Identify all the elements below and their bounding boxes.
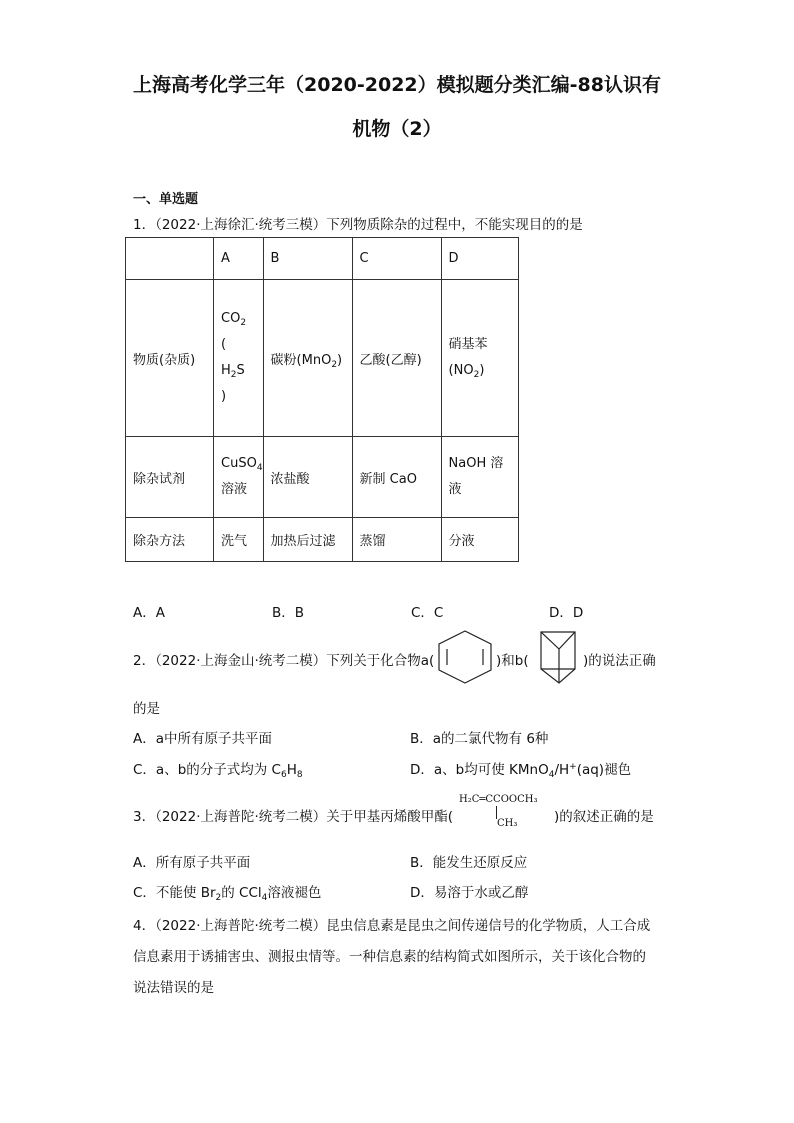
table-header-a: A <box>214 238 264 280</box>
q1-option-c: C．C <box>411 605 444 621</box>
q2-stem-post: )的说法正确 <box>583 653 656 669</box>
q2-option-a: A．a中所有原子共平面 <box>133 731 273 747</box>
cell-a-method: 洗气 <box>214 518 264 562</box>
q1-table <box>125 237 519 562</box>
cell-d-method: 分液 <box>441 518 518 562</box>
compound-a-structure <box>433 628 497 686</box>
cell-b-substance: 碳粉(MnO$_2$) <box>263 280 352 437</box>
cell-b-method: 加热后过滤 <box>263 518 352 562</box>
q3-option-b: B．能发生还原反应 <box>410 855 528 871</box>
cell-c-method: 蒸馏 <box>352 518 441 562</box>
q1-option-d: D．D <box>549 605 584 621</box>
q3-option-d: D．易溶于水或乙醇 <box>410 885 529 901</box>
table-header-empty <box>126 238 214 280</box>
compound-b-structure <box>535 627 583 687</box>
row-label-reagent: 除杂试剂 <box>126 437 214 518</box>
section-heading: 一、单选题 <box>133 192 199 207</box>
row-label-substance: 物质(杂质) <box>126 280 214 437</box>
q2-stem-mid: )和b( <box>496 653 529 669</box>
page-title-line1: 上海高考化学三年（2020-2022）模拟题分类汇编-88认识有 <box>133 74 661 96</box>
formula-bottom: CH₃ <box>497 818 518 829</box>
methyl-methacrylate-structure <box>459 794 554 832</box>
cell-a-reagent: CuSO$_4$ 溶液 <box>214 437 264 518</box>
q2-stem-line2: 的是 <box>133 701 160 717</box>
cell-d-substance: 硝基苯 $(NO_2)$ <box>441 280 518 437</box>
cell-c-reagent: 新制 CaO <box>352 437 441 518</box>
q3-stem-pre: 3．（2022·上海普陀·统考二模）关于甲基丙烯酸甲酯( <box>133 809 454 825</box>
table-header-b: B <box>263 238 352 280</box>
q1-stem: 1．（2022·上海徐汇·统考三模）下列物质除杂的过程中，不能实现目的的是 <box>133 217 583 233</box>
q1-option-a: A．A <box>133 605 165 621</box>
cell-c-substance: 乙酸(乙醇) <box>352 280 441 437</box>
cell-d-reagent: NaOH 溶 液 <box>441 437 518 518</box>
q3-stem-post: )的叙述正确的是 <box>554 809 654 825</box>
q2-option-b: B．a的二氯代物有 6种 <box>410 731 549 747</box>
q3-option-a: A．所有原子共平面 <box>133 855 251 871</box>
q4-stem-line2: 信息素用于诱捕害虫、测报虫情等。一种信息素的结构简式如图所示，关于该化合物的 <box>133 949 646 965</box>
row-label-method: 除杂方法 <box>126 518 214 562</box>
q2-stem-pre: 2．（2022·上海金山·统考二模）下列关于化合物a( <box>133 653 435 669</box>
q4-stem-line1: 4．（2022·上海普陀·统考二模）昆虫信息素是昆虫之间传递信号的化学物质，人工合成 <box>133 918 651 934</box>
q4-stem-line3: 说法错误的是 <box>133 980 214 996</box>
cell-a-substance: $CO_2$ ( $H_2S$ ) <box>214 280 264 437</box>
q2-option-d: D．a、b均可使 KMnO$_4$/H+(aq)褪色 <box>410 762 632 780</box>
formula-top: H₂C═CCOOCH₃ <box>459 794 538 805</box>
page-title-line2: 机物（2） <box>352 118 442 140</box>
q1-option-b: B．B <box>272 605 305 621</box>
cell-b-reagent: 浓盐酸 <box>263 437 352 518</box>
q3-option-c: C．不能使 $Br_2$的 CCl$_4$溶液褪色 <box>133 885 322 903</box>
table-header-c: C <box>352 238 441 280</box>
q2-option-c: C．a、b的分子式均为 $C_6H_8$ <box>133 762 303 780</box>
table-header-d: D <box>441 238 518 280</box>
